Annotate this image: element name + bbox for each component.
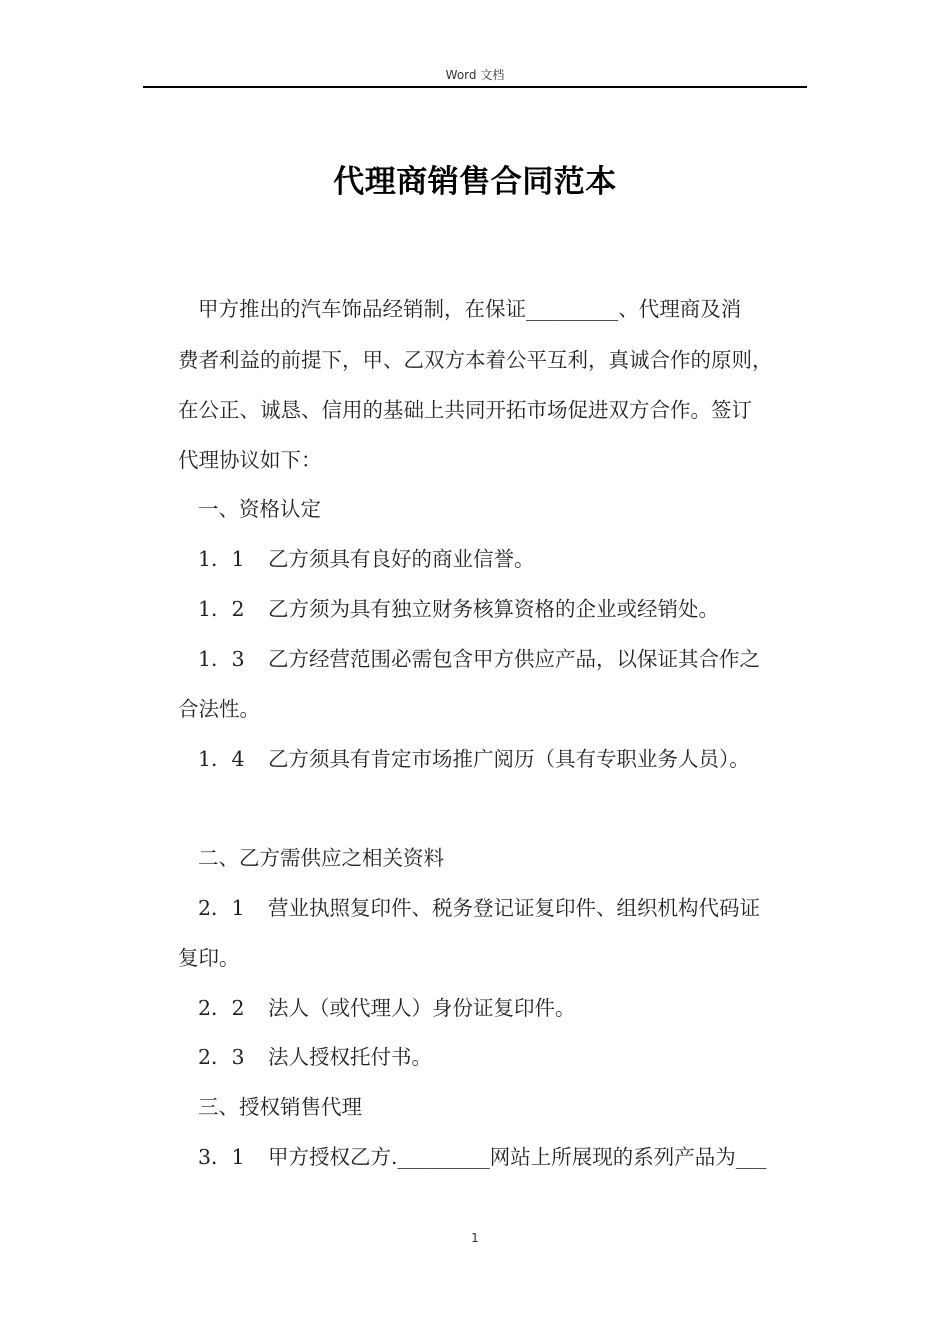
clause-text: 乙方经营范围必需包含甲方供应产品，以保证其合作之 (268, 647, 760, 671)
clause-text: 营业执照复印件、税务登记证复印件、组织机构代码证 (268, 896, 760, 920)
paragraph-line: 合法性。 (178, 697, 260, 721)
clause-number: 1．3 (198, 647, 245, 671)
clause-line (198, 744, 848, 774)
section-heading: 一、资格认定 (198, 497, 321, 521)
document-title: 代理商销售合同范本 (333, 164, 617, 200)
clause-line (198, 893, 848, 923)
clause-number: 3．1 (198, 1145, 245, 1169)
clause-number: 1．4 (198, 747, 245, 771)
paragraph-line: 甲方推出的汽车饰品经销制，在保证_________、代理商及消 (198, 297, 742, 321)
clause-number: 2．1 (198, 896, 245, 920)
clause-text: 法人授权托付书。 (268, 1045, 432, 1069)
clause-line (198, 544, 848, 574)
clause-line (198, 993, 848, 1023)
clause-number: 2．2 (198, 996, 245, 1020)
clause-number: 1．2 (198, 597, 245, 621)
clause-text: 甲方授权乙方._________网站上所展现的系列产品为___ (268, 1145, 767, 1169)
paragraph-line: 费者利益的前提下，甲、乙双方本着公平互利，真诚合作的原则， (178, 348, 773, 372)
section-heading: 二、乙方需供应之相关资料 (198, 846, 444, 870)
clause-line (198, 1042, 848, 1072)
section-heading: 三、授权销售代理 (198, 1095, 362, 1119)
header-rule (143, 86, 807, 88)
clause-text: 乙方须具有肯定市场推广阅历（具有专职业务人员）。 (268, 747, 750, 771)
clause-line (198, 1142, 848, 1172)
clause-number: 1．1 (198, 547, 245, 571)
clause-text: 乙方须具有良好的商业信誉。 (268, 547, 535, 571)
clause-line (198, 594, 848, 624)
clause-text: 法人（或代理人）身份证复印件。 (268, 996, 576, 1020)
header-label: Word 文档 (445, 68, 505, 82)
paragraph-line: 在公正、诚恳、信用的基础上共同开拓市场促进双方合作。签订 (178, 398, 752, 422)
page-number: 1 (471, 1231, 479, 1245)
clause-text: 乙方须为具有独立财务核算资格的企业或经销处。 (268, 597, 719, 621)
paragraph-line: 代理协议如下： (178, 448, 322, 472)
clause-number: 2．3 (198, 1045, 245, 1069)
clause-line (198, 644, 848, 674)
paragraph-line: 复印。 (178, 946, 240, 970)
